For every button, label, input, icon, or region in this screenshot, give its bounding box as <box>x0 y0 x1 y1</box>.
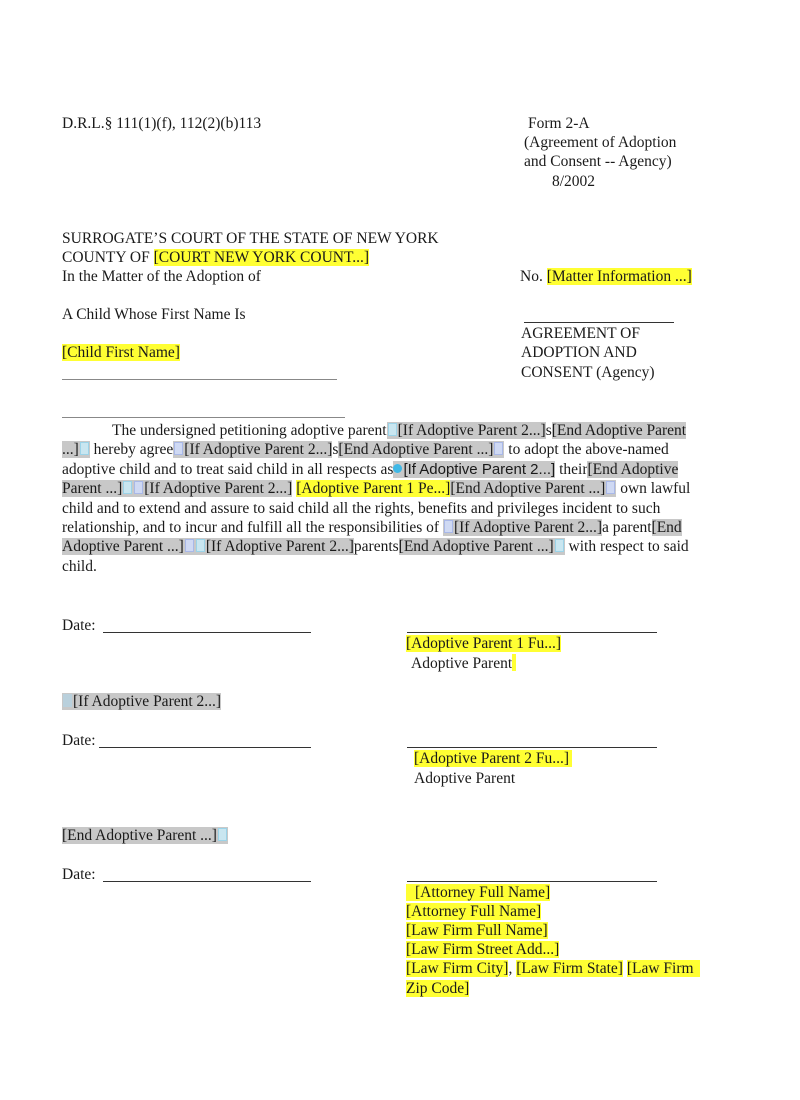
county-prefix: COUNTY OF <box>62 249 154 266</box>
attorney-full-name-field[interactable]: [Attorney Full Name] <box>406 884 550 901</box>
end-parent-row <box>62 826 228 845</box>
paragraph-line <box>62 440 752 459</box>
conditional-field[interactable]: [If Adoptive Parent 2...] <box>403 460 556 478</box>
paragraph-line <box>62 537 752 556</box>
paragraph-line: child and to extend and assure to said child all the rights, benefits and privileges incident to such <box>62 499 661 517</box>
date-line-3[interactable] <box>103 881 311 882</box>
body-text: parents <box>353 538 399 556</box>
document-title-line-1: AGREEMENT OF <box>521 325 640 342</box>
law-firm-zip-row <box>406 979 469 998</box>
if-adoptive-parent-2-field[interactable]: [If Adoptive Parent 2...] <box>73 693 222 710</box>
paragraph-line: child. <box>62 557 97 575</box>
law-firm-city-state-row <box>406 959 700 978</box>
body-text: own lawful <box>616 480 691 498</box>
conditional-field[interactable]: [If Adoptive Parent 2...] <box>144 480 293 498</box>
conditional-field[interactable]: [If Adoptive Parent 2...] <box>397 422 546 439</box>
child-first-name-field[interactable]: [Child First Name] <box>62 344 180 361</box>
date-label-2: Date: <box>62 732 96 749</box>
attorney-row-2 <box>406 902 541 921</box>
field-marker-icon <box>123 481 132 494</box>
body-text: with respect to said <box>564 538 689 556</box>
highlight-remnant <box>512 654 516 671</box>
field-marker-icon <box>196 539 205 552</box>
field-marker-icon <box>63 694 72 707</box>
adoptive-parent-2-name-field[interactable]: [Adoptive Parent 2 Fu...] <box>414 750 572 767</box>
document-title-line-3: CONSENT (Agency) <box>521 364 655 381</box>
conditional-field[interactable]: Adoptive Parent ...] <box>62 538 184 556</box>
parent2-name-row <box>414 749 572 768</box>
date-line-1[interactable] <box>103 632 311 633</box>
field-marker-icon <box>174 442 183 455</box>
conditional-field[interactable]: [If Adoptive Parent 2...] <box>205 538 354 556</box>
matter-number-line <box>520 267 692 286</box>
matter-information-field[interactable]: [Matter Information ...] <box>546 268 692 285</box>
law-firm-street-row <box>406 940 559 959</box>
date-label-3: Date: <box>62 866 96 883</box>
field-marker-icon <box>606 481 615 494</box>
form-description-line-2: and Consent -- Agency) <box>524 153 672 170</box>
number-prefix: No. <box>520 268 547 285</box>
form-date: 8/2002 <box>552 173 596 190</box>
conditional-field[interactable]: [End <box>651 518 682 536</box>
field-marker-icon <box>218 828 227 841</box>
parent2-role: Adoptive Parent <box>414 770 516 787</box>
parent1-name-row <box>406 634 561 653</box>
body-text: s <box>545 422 552 439</box>
county-line <box>62 248 369 267</box>
adoptive-parent-1-field[interactable]: [Adoptive Parent 1 Pe...] <box>296 480 451 498</box>
statute-reference: D.R.L.§ 111(1)(f), 112(2)(b)113 <box>62 115 262 132</box>
conditional-field[interactable]: [End Adoptive Parent <box>551 422 687 439</box>
date-line-2[interactable] <box>99 747 311 748</box>
body-text: a parent <box>602 518 652 536</box>
field-marker-icon <box>185 539 194 552</box>
body-divider <box>62 417 345 418</box>
field-marker-icon <box>134 481 143 494</box>
body-text: their <box>555 460 588 478</box>
body-text: hereby agree <box>89 441 174 459</box>
child-name-row <box>62 343 180 362</box>
body-text: relationship, and to incur and fulfill all the responsibilities of <box>62 518 443 536</box>
parent1-role <box>411 654 516 673</box>
date-label-1: Date: <box>62 617 96 634</box>
law-firm-street-field[interactable]: [Law Firm Street Add...] <box>406 941 560 958</box>
conditional-field[interactable]: ...] <box>62 441 79 459</box>
role-label: Adoptive Parent <box>411 655 513 672</box>
conditional-field[interactable]: [If Adoptive Parent 2...] <box>453 518 603 536</box>
field-marker-icon <box>494 442 503 455</box>
law-firm-name-row <box>406 921 548 940</box>
conditional-field[interactable]: Parent ...] <box>62 480 123 498</box>
law-firm-city-field[interactable]: [Law Firm City] <box>406 960 509 977</box>
conditional-field[interactable]: [End Adoptive Parent ...] <box>338 441 494 459</box>
paragraph-line <box>62 518 752 537</box>
field-marker-icon <box>555 539 564 552</box>
county-field[interactable]: [COURT NEW YORK COUNT...] <box>153 249 370 266</box>
if-parent2-row <box>62 692 221 711</box>
caption-divider <box>62 379 337 380</box>
body-text: adoptive child and to treat said child in all respects as <box>62 460 394 478</box>
field-marker-icon <box>444 520 453 533</box>
conditional-field[interactable]: [End Adoptive Parent ...] <box>450 480 606 498</box>
child-line: A Child Whose First Name Is <box>62 306 246 323</box>
conditional-field[interactable]: [End Adoptive Parent ...] <box>398 538 554 556</box>
agreement-paragraph <box>62 421 752 576</box>
signature-line-2[interactable] <box>407 747 657 748</box>
court-name: SURROGATE’S COURT OF THE STATE OF NEW YORK <box>62 230 439 247</box>
adoptive-parent-1-name-field[interactable]: [Adoptive Parent 1 Fu...] <box>406 635 561 652</box>
paragraph-line <box>62 479 752 498</box>
comma-separator: , <box>508 960 517 977</box>
attorney-full-name-field-2[interactable]: [Attorney Full Name] <box>406 903 542 920</box>
body-text: s <box>332 441 339 459</box>
end-adoptive-parent-field[interactable]: [End Adoptive Parent ...] <box>62 827 217 844</box>
law-firm-state-field[interactable]: [Law Firm State] <box>516 960 623 977</box>
paragraph-line <box>62 460 752 479</box>
field-marker-icon <box>388 423 397 436</box>
law-firm-zip-field-cont[interactable]: Zip Code] <box>406 980 470 997</box>
signature-line-3[interactable] <box>407 881 657 882</box>
signature-line-1[interactable] <box>407 632 657 633</box>
body-text: The undersigned petitioning adoptive parent <box>112 422 387 439</box>
form-number: Form 2-A <box>528 115 590 132</box>
law-firm-name-field[interactable]: [Law Firm Full Name] <box>406 922 548 939</box>
conditional-field[interactable]: [End Adoptive <box>587 460 679 478</box>
field-marker-icon <box>80 442 89 455</box>
document-title-line-2: ADOPTION AND <box>521 344 637 361</box>
form-description-line-1: (Agreement of Adoption <box>524 134 677 151</box>
body-text: to adopt the above-named <box>504 441 669 459</box>
title-divider <box>524 322 674 323</box>
attorney-row-1 <box>406 883 550 902</box>
matter-line: In the Matter of the Adoption of <box>62 268 261 285</box>
active-field-dot-icon <box>393 464 402 473</box>
paragraph-line <box>62 421 752 440</box>
law-firm-zip-field[interactable]: [Law Firm <box>627 960 700 977</box>
conditional-field[interactable]: [If Adoptive Parent 2...] <box>184 441 333 459</box>
